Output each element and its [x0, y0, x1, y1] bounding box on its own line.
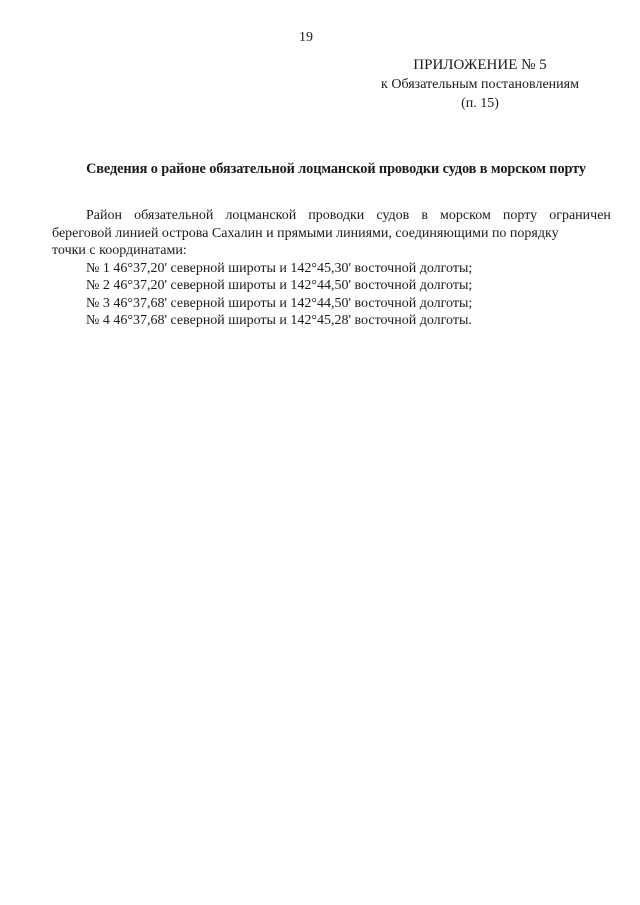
appendix-clause: (п. 15)	[461, 96, 499, 111]
intro-word: проводки	[308, 208, 365, 223]
document-body	[52, 207, 611, 330]
intro-word: судов	[376, 208, 410, 223]
coordinate-point-3: № 3 46°37,68' северной широты и 142°44,50' восточной долготы;	[86, 295, 473, 311]
appendix-header	[340, 56, 620, 113]
intro-word: морском	[440, 208, 491, 223]
appendix-title: ПРИЛОЖЕНИЕ № 5	[413, 57, 547, 73]
intro-line-3: точки с координатами:	[52, 243, 187, 258]
coordinate-point-2: № 2 46°37,20' северной широты и 142°44,50' восточной долготы;	[86, 278, 473, 293]
intro-word: в	[421, 208, 428, 223]
intro-word: ограничен	[549, 208, 611, 223]
intro-word: порту	[502, 208, 538, 223]
coordinate-point-1: № 1 46°37,20' северной широты и 142°45,30' восточной долготы;	[86, 260, 473, 276]
intro-line-2: береговой линией острова Сахалин и прямыми линиями, соединяющими по порядку	[52, 225, 559, 241]
document-heading: Сведения о районе обязательной лоцманской проводки судов в морском порту	[86, 161, 586, 177]
page-number: 19	[299, 30, 313, 45]
appendix-reference: к Обязательным постановлениям	[381, 77, 579, 92]
intro-word: лоцманской	[225, 208, 297, 223]
coordinate-point-4: № 4 46°37,68' северной широты и 142°45,28' восточной долготы.	[86, 313, 472, 328]
intro-word: Район	[86, 208, 122, 223]
intro-line-1	[86, 207, 611, 225]
intro-word: обязательной	[134, 208, 214, 223]
